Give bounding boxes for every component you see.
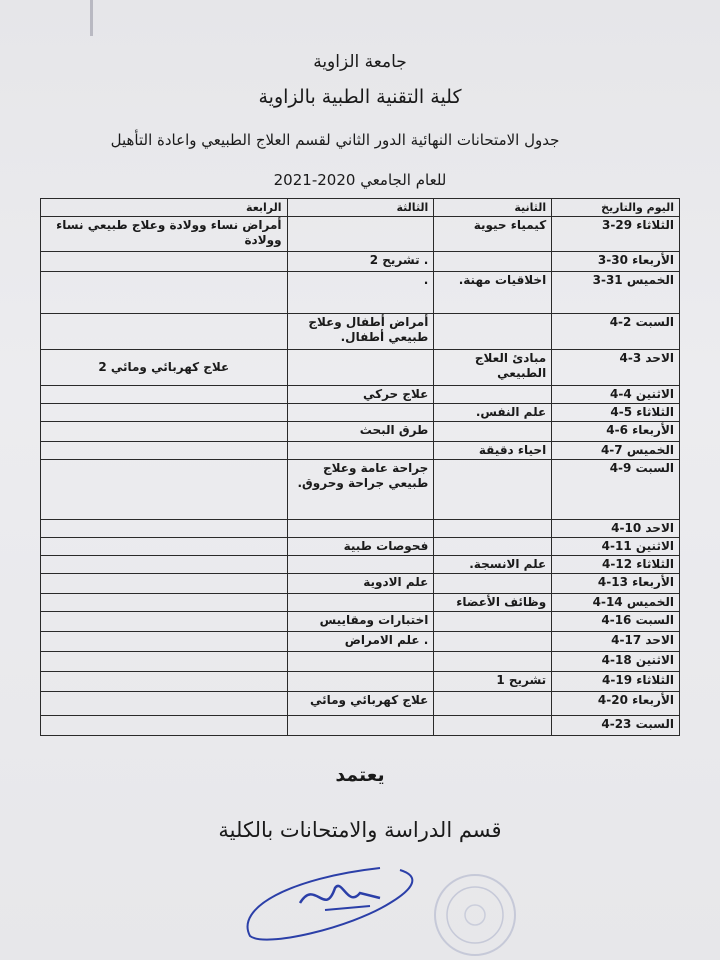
exam-cell [41,520,288,538]
table-row [41,612,680,632]
header-day-date: اليوم والتاريخ [552,199,680,217]
day-cell: الثلاثاء 12-4 [552,556,680,574]
exam-cell: كيمياء حيوية [434,217,552,252]
exam-cell: أمراض أطفال وعلاج طبيعي أطفال. [287,314,434,350]
exam-cell [287,716,434,736]
exam-cell [434,538,552,556]
exam-cell [287,350,434,386]
exam-cell [287,442,434,460]
day-cell: الأربعاء 20-4 [552,692,680,716]
exam-cell [287,217,434,252]
day-cell: الثلاثاء 5-4 [552,404,680,422]
table-row [41,272,680,314]
day-cell: الثلاثاء 19-4 [552,672,680,692]
day-cell: الاثنين 11-4 [552,538,680,556]
table-row [41,672,680,692]
exam-cell [41,252,288,272]
exam-cell [434,460,552,520]
exam-cell: . تشريح 2 [287,252,434,272]
header-second: الثانية [434,199,552,217]
stamp-icon [430,870,520,960]
table-row [41,692,680,716]
day-cell: الأربعاء 6-4 [552,422,680,442]
table-row [41,460,680,520]
table-row [41,350,680,386]
exam-cell [41,652,288,672]
table-row [41,442,680,460]
table-row [41,652,680,672]
exam-cell [41,594,288,612]
exam-cell: احياء دقيقة [434,442,552,460]
table-row [41,404,680,422]
header-fourth: الرابعة [41,199,288,217]
exam-cell [41,404,288,422]
signature-icon [230,848,430,948]
table-row [41,386,680,404]
exam-cell: . علم الامراض [287,632,434,652]
day-cell: الاثنين 18-4 [552,652,680,672]
day-cell: الخميس 7-4 [552,442,680,460]
exam-cell [434,692,552,716]
department-label: قسم الدراسة والامتحانات بالكلية [218,818,502,842]
exam-cell [434,574,552,594]
exam-cell [434,252,552,272]
exam-cell: أمراض نساء وولادة وعلاج طبيعي نساء وولادة [41,217,288,252]
day-cell: السبت 2-4 [552,314,680,350]
exam-cell [434,612,552,632]
exam-cell [287,672,434,692]
header-third: الثالثة [287,199,434,217]
table-row [41,520,680,538]
day-cell: السبت 23-4 [552,716,680,736]
exam-cell [41,538,288,556]
table-row [41,538,680,556]
exam-cell: جراحة عامة وعلاج طبيعي جراحة وحروق. [287,460,434,520]
exam-cell [434,314,552,350]
exam-cell [434,386,552,404]
exam-cell [41,556,288,574]
exam-cell: علاج حركي [287,386,434,404]
exam-cell [41,692,288,716]
exam-cell: علاج كهربائي ومائي 2 [41,350,288,386]
day-cell: الثلاثاء 29-3 [552,217,680,252]
table-row [41,314,680,350]
exam-cell [287,404,434,422]
exam-cell: . [287,272,434,314]
exam-cell: علم الانسجة. [434,556,552,574]
exam-cell [41,672,288,692]
exam-cell: وظائف الأعضاء [434,594,552,612]
exam-cell [41,612,288,632]
exam-schedule-table [40,198,680,736]
table-row [41,594,680,612]
exam-cell [434,422,552,442]
university-name: جامعة الزاوية [313,52,407,72]
exam-cell: علم الادوية [287,574,434,594]
day-cell: السبت 16-4 [552,612,680,632]
exam-cell [41,272,288,314]
exam-cell [287,520,434,538]
exam-cell [434,520,552,538]
table-row [41,217,680,252]
exam-cell [41,442,288,460]
exam-cell [41,632,288,652]
day-cell: الأربعاء 30-3 [552,252,680,272]
day-cell: الاحد 3-4 [552,350,680,386]
exam-cell: اختبارات ومقاييس [287,612,434,632]
day-cell: الاحد 10-4 [552,520,680,538]
table-row [41,632,680,652]
exam-cell [41,460,288,520]
table-row [41,556,680,574]
exam-cell [287,556,434,574]
exam-cell [41,314,288,350]
exam-cell: علم النفس. [434,404,552,422]
day-cell: الاثنين 4-4 [552,386,680,404]
exam-cell: تشريح 1 [434,672,552,692]
day-cell: الخميس 31-3 [552,272,680,314]
table-header-row [41,199,680,217]
exam-cell [287,594,434,612]
day-cell: السبت 9-4 [552,460,680,520]
schedule-title: جدول الامتحانات النهائية الدور الثاني لقسم العلاج الطبيعي واعادة التأهيل [110,131,560,149]
exam-cell: علاج كهربائي ومائي [287,692,434,716]
exam-cell [434,652,552,672]
day-cell: الاحد 17-4 [552,632,680,652]
table-row [41,422,680,442]
academic-year: للعام الجامعي 2020-2021 [273,171,447,189]
exam-cell [41,422,288,442]
table-row [41,574,680,594]
table-row [41,252,680,272]
exam-cell: مبادئ العلاج الطبيعي [434,350,552,386]
exam-cell: فحوصات طبية [287,538,434,556]
exam-cell [41,386,288,404]
table-row [41,716,680,736]
exam-cell [41,574,288,594]
exam-cell [434,716,552,736]
faculty-name: كلية التقنية الطبية بالزاوية [258,86,462,108]
approval-label: يعتمد [335,764,385,786]
exam-cell [287,652,434,672]
exam-cell: طرق البحث [287,422,434,442]
day-cell: الأربعاء 13-4 [552,574,680,594]
day-cell: الخميس 14-4 [552,594,680,612]
paper-edge [90,0,93,36]
exam-cell [434,632,552,652]
exam-cell: اخلاقيات مهنة. [434,272,552,314]
exam-cell [41,716,288,736]
